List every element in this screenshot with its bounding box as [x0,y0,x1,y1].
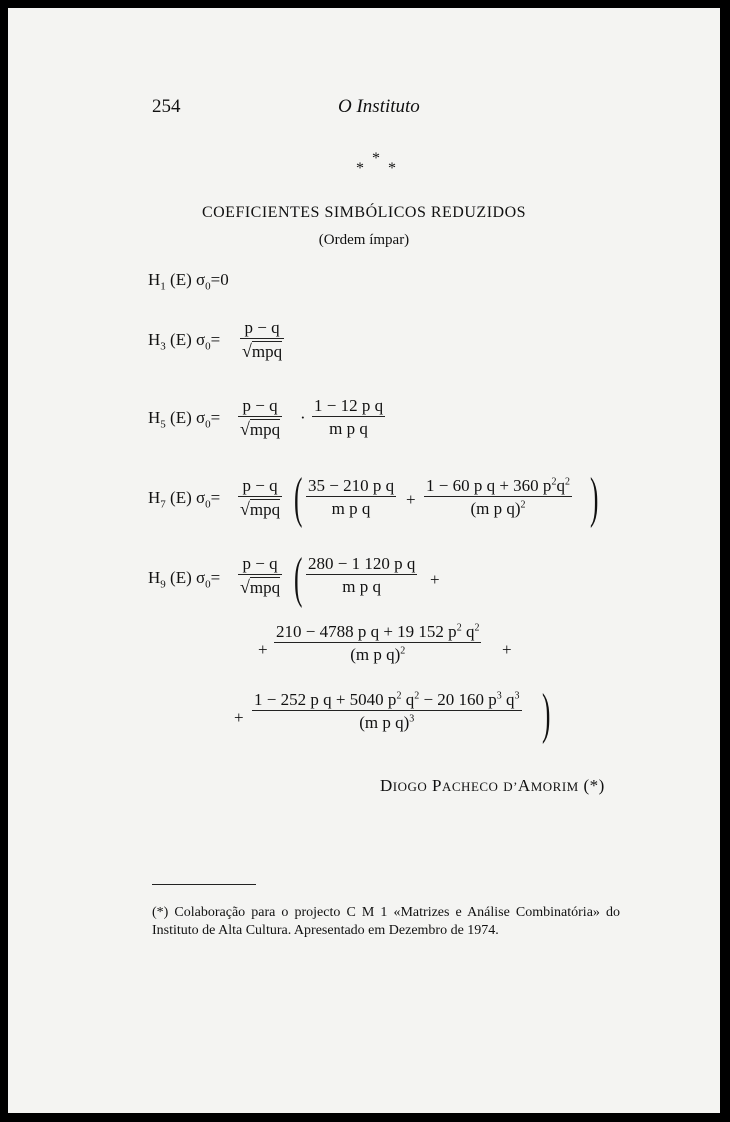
equation-h5-dot: · [300,408,306,427]
equation-h5-fraction-1: p − q √mpq [240,396,281,439]
equation-h9-fraction-1: p − q √mpq [240,554,281,597]
section-subtitle: (Ordem ímpar) [318,232,410,248]
star-left: * [356,160,366,177]
right-paren-h9: ) [542,683,551,745]
equation-h9-fraction-4: $\frac{1 - 252 p q + 5040 p^2 q^2 - 20 160 p^3 q^3}{(m p q)^3}$ [254,690,520,732]
plus-sign: + [258,640,268,659]
footnote-rule [152,884,256,885]
equation-h7-fraction-2: $\frac{\text{35 − 210 p q}}{\text{m p q}}$ [308,476,395,518]
equation-h3-label: $H_3$ (E) $\sigma_0=$ [148,330,221,353]
asterism-ornament [356,150,398,178]
left-paren-h7: ( [294,467,303,529]
author-signature: DIOGO PACHECO D’AMORIM (*) [380,776,605,795]
running-title: O Instituto [338,96,420,117]
plus-sign: + [502,640,512,659]
plus-sign: + [430,570,440,589]
section-title: COEFICIENTES SIMBÓLICOS REDUZIDOS [201,204,527,221]
star-middle: * [372,150,382,167]
left-paren-h9: ( [294,547,303,609]
equation-h9-label: $H_9$ (E) $\sigma_0=$ [148,568,221,591]
equation-h9-fraction-3: $\frac{210 - 4788 p q + 19 152 p^2 q^2}{(m p q)^2}$ [276,622,480,664]
equation-h5-fraction-2: $\frac{\text{1 − 12 p q}}{\text{m p q}}$ [314,396,384,438]
equation-h9-fraction-2: $\frac{\text{280 − 1 120 p q}}{\text{m p q}}$ [308,554,416,596]
footnote: (*) Colaboração para o projecto C M 1 «Matrizes e Análise Combinatória» do Instituto de Alta Cultura. Apresentado em Dezembro de 1974. [152,905,620,938]
page [8,8,720,1113]
equation-h3-fraction: p − q √mpq [242,318,283,361]
plus-sign: + [234,708,244,727]
equation-h7-label: $H_7$ (E) $\sigma_0=$ [148,488,221,511]
star-right: * [388,160,398,177]
plus-sign: + [406,490,416,509]
equation-h5-label: $H_5$ (E) $\sigma_0=$ [148,408,221,431]
equation-h1: $H_1$ (E) $\sigma_0=0$ [148,270,229,293]
right-paren-h7: ) [590,467,599,529]
equation-h7-fraction-1: p − q √mpq [240,476,281,519]
page-number: 254 [152,96,181,117]
equation-h7-fraction-3: $\frac{1 - 60 p q + 360 p^2q^2}{(m p q)^2}$ [426,476,570,518]
